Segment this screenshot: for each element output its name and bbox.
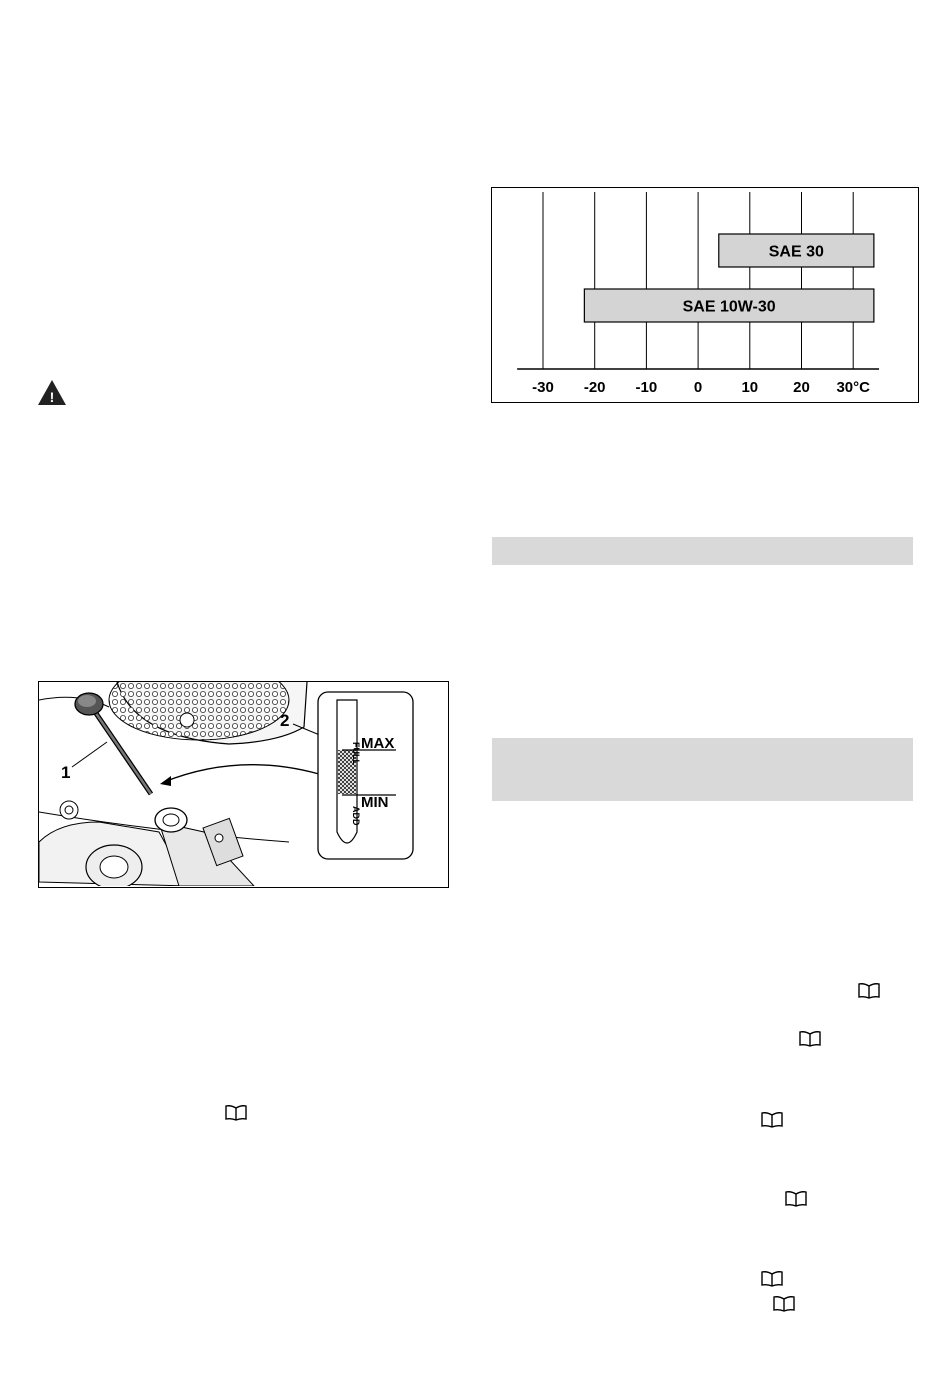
notice-box bbox=[492, 738, 913, 801]
x-tick-label: -30 bbox=[532, 379, 554, 396]
dipstick-illustration bbox=[39, 682, 447, 886]
callout-1: 1 bbox=[61, 763, 71, 782]
x-tick-label: -10 bbox=[635, 379, 658, 396]
add-mark: ADD bbox=[351, 806, 361, 826]
manual-book-icon bbox=[858, 983, 880, 999]
manual-book-icon bbox=[761, 1112, 783, 1128]
manual-book-icon bbox=[773, 1296, 795, 1312]
section-heading-bar bbox=[492, 537, 913, 565]
oil-viscosity-chart bbox=[491, 187, 919, 403]
manual-book-icon bbox=[799, 1031, 821, 1047]
callout-2: 2 bbox=[280, 711, 290, 730]
warning-triangle-icon bbox=[37, 379, 67, 406]
warning-symbol: ! bbox=[49, 389, 55, 405]
x-tick-label: 20 bbox=[793, 379, 810, 396]
min-label: MIN bbox=[361, 794, 389, 811]
max-label: MAX bbox=[361, 735, 395, 752]
x-tick-label: 10 bbox=[741, 379, 759, 396]
full-mark: FULL bbox=[351, 742, 361, 765]
dipstick-detail-inset bbox=[318, 692, 413, 859]
range-bar-label: SAE 10W-30 bbox=[682, 298, 776, 316]
x-tick-label: -20 bbox=[583, 379, 606, 396]
manual-book-icon bbox=[225, 1105, 247, 1121]
range-bar-label: SAE 30 bbox=[768, 243, 824, 261]
x-tick-label: 30°C bbox=[836, 379, 870, 396]
x-tick-label: 0 bbox=[693, 379, 703, 396]
viscosity-chart-svg bbox=[492, 188, 917, 401]
dipstick-figure bbox=[38, 681, 449, 888]
manual-book-icon bbox=[761, 1271, 783, 1287]
manual-book-icon bbox=[785, 1191, 807, 1207]
